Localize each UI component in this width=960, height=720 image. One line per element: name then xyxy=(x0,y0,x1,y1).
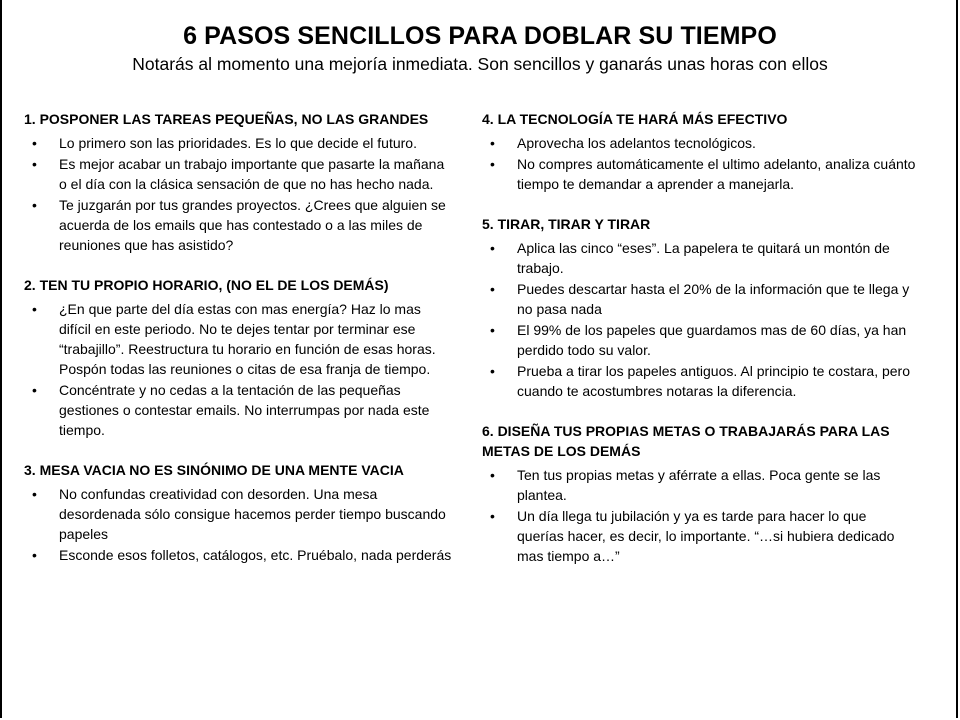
item-text: Prueba a tirar los papeles antiguos. Al principio te costara, pero cuando te acostumbres notaras la diferencia. xyxy=(517,363,911,399)
slide-title: 6 PASOS SENCILLOS PARA DOBLAR SU TIEMPO xyxy=(183,22,777,50)
bullet-icon: • xyxy=(490,156,495,172)
bullet-icon: • xyxy=(490,281,495,297)
section-2-heading: 2. TEN TU PROPIO HORARIO, (NO EL DE LOS DEMÁS) xyxy=(24,277,389,293)
section-3 xyxy=(24,460,454,565)
bullet-icon: • xyxy=(32,486,37,502)
section-3-heading: 3. MESA VACIA NO ES SINÓNIMO DE UNA MENTE VACIA xyxy=(24,462,404,478)
section-5-heading: 5. TIRAR, TIRAR Y TIRAR xyxy=(482,216,651,232)
item-text: Aplica las cinco “eses”. La papelera te quitará un montón de trabajo. xyxy=(517,240,890,276)
section-3-list xyxy=(24,484,454,565)
item-text: Aprovecha los adelantos tecnológicos. xyxy=(517,135,756,151)
bullet-icon: • xyxy=(490,135,495,151)
section-4-list xyxy=(482,133,917,194)
bullet-icon: • xyxy=(32,547,37,563)
list-item xyxy=(482,133,917,153)
section-4-heading: 4. LA TECNOLOGÍA TE HARÁ MÁS EFECTIVO xyxy=(482,111,788,127)
right-column xyxy=(482,109,917,586)
section-2-list xyxy=(24,299,454,440)
list-item xyxy=(482,506,917,566)
left-column xyxy=(24,109,454,585)
item-text: El 99% de los papeles que guardamos mas de 60 días, ya han perdido todo su valor. xyxy=(517,322,907,358)
item-text: Es mejor acabar un trabajo importante que pasarte la mañana o el día con la clásica sensación de que no has hecho nada. xyxy=(59,156,445,192)
list-item xyxy=(482,279,917,319)
bullet-icon: • xyxy=(32,301,37,317)
item-text: No compres automáticamente el ultimo adelanto, analiza cuánto tiempo te demandar a aprender a manejarla. xyxy=(517,156,916,192)
list-item xyxy=(482,154,917,194)
section-1 xyxy=(24,109,454,255)
list-item xyxy=(24,154,454,194)
bullet-icon: • xyxy=(490,363,495,379)
item-text: Esconde esos folletos, catálogos, etc. Pruébalo, nada perderás xyxy=(59,547,452,563)
list-item xyxy=(24,484,454,544)
section-6 xyxy=(482,421,917,566)
item-text: Concéntrate y no cedas a la tentación de las pequeñas gestiones o contestar emails. No interrumpas por nada este tiempo. xyxy=(59,382,430,438)
section-6-list xyxy=(482,465,917,566)
item-text: Puedes descartar hasta el 20% de la información que te llega y no pasa nada xyxy=(517,281,910,317)
item-text: ¿En que parte del día estas con mas energía? Haz lo mas difícil en este periodo. No te dejes tentar por terminar ese “trabajillo”. Reestructura tu horario en función de esas horas. Pospón todas las reuniones o citas de esa franja de tiempo. xyxy=(59,301,436,377)
section-1-list xyxy=(24,133,454,255)
section-6-heading: 6. DISEÑA TUS PROPIAS METAS O TRABAJARÁS PARA LAS METAS DE LOS DEMÁS xyxy=(482,423,890,459)
list-item xyxy=(24,545,454,565)
item-text: Ten tus propias metas y aférrate a ellas. Poca gente se las plantea. xyxy=(517,467,881,503)
bullet-icon: • xyxy=(32,382,37,398)
bullet-icon: • xyxy=(490,322,495,338)
item-text: Lo primero son las prioridades. Es lo que decide el futuro. xyxy=(59,135,417,151)
bullet-icon: • xyxy=(32,135,37,151)
bullet-icon: • xyxy=(490,508,495,524)
list-item xyxy=(482,465,917,505)
bullet-icon: • xyxy=(490,240,495,256)
section-2 xyxy=(24,275,454,440)
list-item xyxy=(24,133,454,153)
list-item xyxy=(482,320,917,360)
list-item xyxy=(24,380,454,440)
bullet-icon: • xyxy=(32,156,37,172)
item-text: No confundas creatividad con desorden. Una mesa desordenada sólo consigue hacemos perder tiempo buscando papeles xyxy=(59,486,446,542)
bullet-icon: • xyxy=(32,197,37,213)
section-4 xyxy=(482,109,917,194)
section-1-heading: 1. POSPONER LAS TAREAS PEQUEÑAS, NO LAS GRANDES xyxy=(24,111,429,127)
item-text: Te juzgarán por tus grandes proyectos. ¿Crees que alguien se acuerda de los emails que has contestado o a las miles de reuniones que has asistido? xyxy=(59,197,446,253)
list-item xyxy=(24,299,454,379)
item-text: Un día llega tu jubilación y ya es tarde para hacer lo que querías hacer, es decir, lo importante. “…si hubiera dedicado mas tiempo a…” xyxy=(517,508,895,564)
bullet-icon: • xyxy=(490,467,495,483)
slide-header xyxy=(0,0,960,75)
section-5 xyxy=(482,214,917,401)
slide-subtitle: Notarás al momento una mejoría inmediata. Son sencillos y ganarás unas horas con ellos xyxy=(132,54,828,74)
section-5-list xyxy=(482,238,917,401)
list-item xyxy=(482,361,917,401)
list-item xyxy=(482,238,917,278)
list-item xyxy=(24,195,454,255)
